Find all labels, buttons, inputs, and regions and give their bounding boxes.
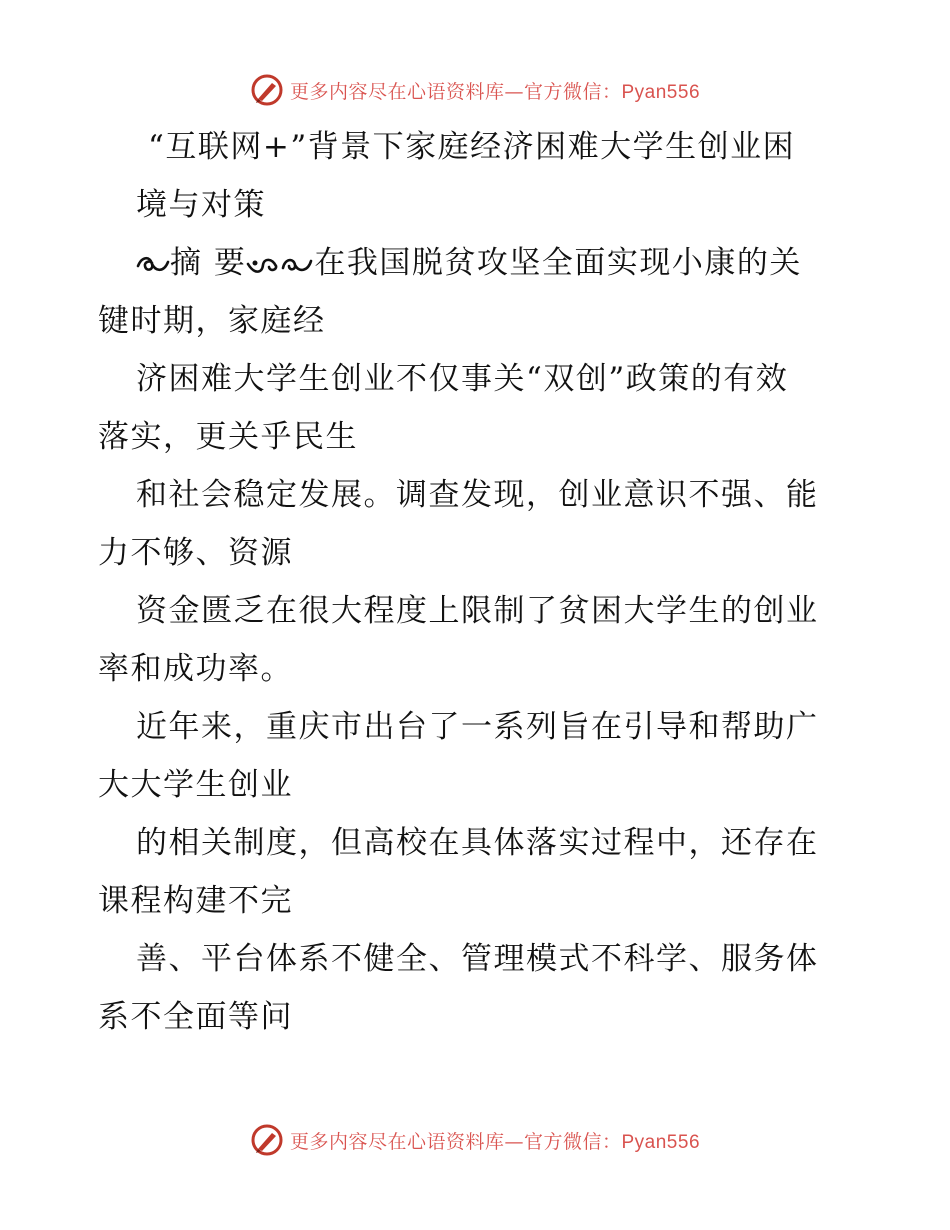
abstract-line: 率和成功率。 [98,651,293,687]
footer-watermark-banner [0,1120,950,1160]
abstract-line: 的相关制度，但高校在具体落实过程中，还存在 [136,825,819,861]
banner-text: 更多内容尽在心语资料库—官方微信：Pyan556 [289,1130,701,1153]
header-watermark-banner [0,70,950,110]
abstract-line: 落实，更关乎民生 [98,419,358,455]
abstract-line: 系不全面等问 [98,999,293,1035]
document-body [98,118,858,1046]
abstract-line: 和社会稳定发展。调查发现，创业意识不强、能 [136,477,819,513]
abstract-line: 善、平台体系不健全、管理模式不科学、服务体 [136,941,819,977]
pen-logo-icon [250,1123,284,1157]
abstract-line: 资金匮乏在很大程度上限制了贫困大学生的创业 [136,593,819,629]
ornament-middle-icon [246,254,280,276]
abstract-text-start: 在我国脱贫攻坚全面实现小康的关 [314,245,802,281]
banner-text: 更多内容尽在心语资料库—官方微信：Pyan556 [289,80,701,103]
abstract-line: 键时期，家庭经 [98,303,326,339]
abstract-line: 济困难大学生创业不仅事关“双创”政策的有效 [136,361,789,397]
abstract-line: 近年来，重庆市出台了一系列旨在引导和帮助广 [136,709,819,745]
pen-logo-icon [250,73,284,107]
abstract-line: 课程构建不完 [98,883,293,919]
document-title-line-2: 境与对策 [136,187,266,223]
ornament-right-icon [280,254,314,276]
abstract-line: 力不够、资源 [98,535,293,571]
abstract-label: 摘 要 [170,245,247,281]
abstract-line: 大大学生创业 [98,767,293,803]
ornament-left-icon [136,254,170,276]
abstract-heading-line [98,234,858,292]
document-title-line-1: “互联网+”背景下家庭经济困难大学生创业困 [148,129,796,165]
